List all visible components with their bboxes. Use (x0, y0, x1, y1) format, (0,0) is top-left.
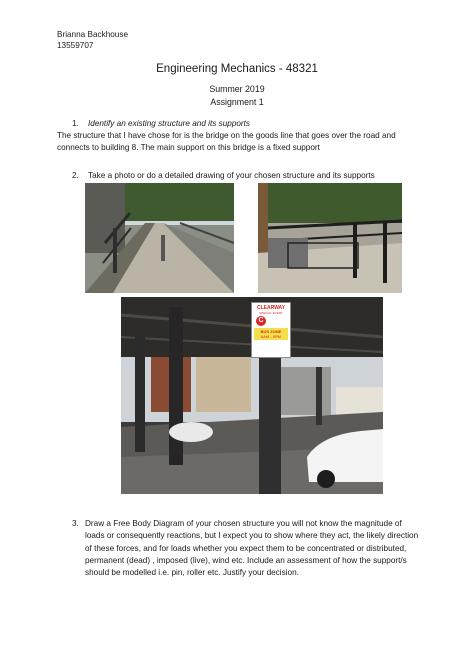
assignment-label: Assignment 1 (210, 97, 264, 107)
question-3-number: 3. (72, 519, 79, 528)
clearway-sign (251, 302, 291, 358)
question-1-answer: The structure that I have chose for is the bridge on the goods line that goes over the road and connects to building 8. The main support on this bridge is a fixed support (57, 131, 396, 153)
author-name: Brianna Backhouse (57, 30, 129, 39)
photo-walkway (85, 183, 234, 293)
term: Summer 2019 (209, 84, 265, 94)
student-id: 13559707 (57, 41, 94, 50)
sign-hours-text: 6AM - 9PM (260, 334, 281, 339)
sign-c-badge: C (256, 316, 266, 326)
sign-clearway-text: CLEARWAY (256, 305, 286, 311)
question-1-prompt: Identify an existing structure and its supports (88, 119, 251, 128)
question-2-prompt: Take a photo or do a detailed drawing of your chosen structure and its supports (88, 171, 375, 180)
sign-special-event-text: SPECIAL EVENT (259, 311, 283, 315)
question-2-number: 2. (72, 171, 79, 180)
question-3-prompt: Draw a Free Body Diagram of your chosen structure you will not know the magnitude of loads or consequently reactions, but I expect you to show where they act, the likely direction of these forces, and for loads whether you expect them to be concentrated or distributed, permanent (dead) , imposed (live), wind etc. Include an assessment of how the support/s should be modelled i.e. pin, roller etc. Justify your decision. (85, 519, 419, 578)
photo-railing (258, 183, 402, 293)
sign-bus-zone-text: BUS ZONE (260, 329, 282, 334)
question-1-number: 1. (72, 119, 79, 128)
course-title: Engineering Mechanics - 48321 (156, 63, 318, 75)
